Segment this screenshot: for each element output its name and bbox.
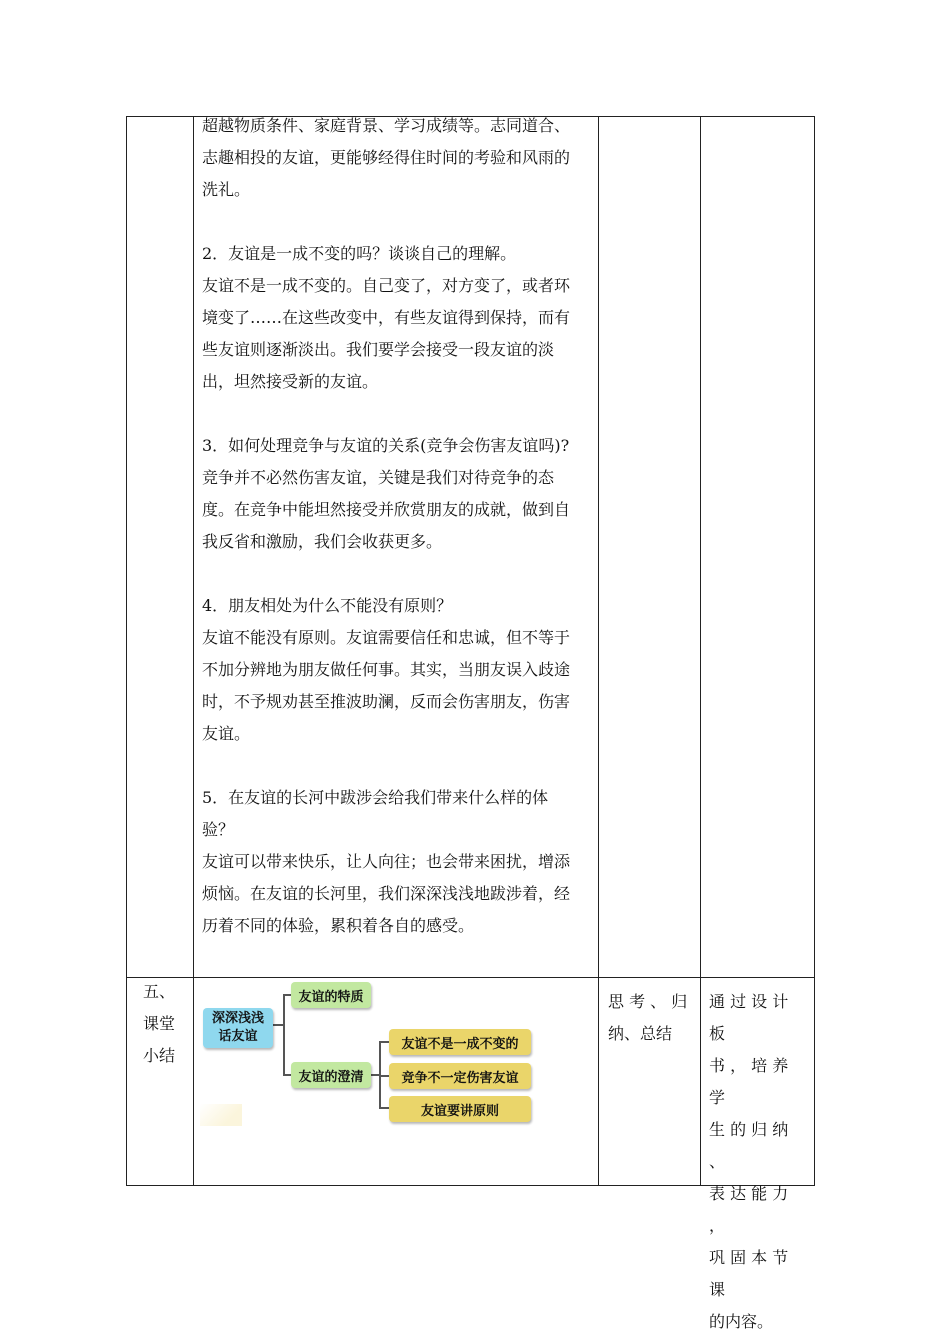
mindmap	[200, 980, 540, 1130]
mindmap-decoration	[200, 1104, 242, 1126]
content-line	[202, 750, 594, 782]
content-line: 友谊不能没有原则。友谊需要信任和忠诚，但不等于	[202, 628, 571, 647]
mindmap-leaf: 竞争不一定伤害友谊	[389, 1063, 531, 1089]
design-intent	[709, 986, 809, 1338]
content-line: 超越物质条件、家庭背景、学习成绩等。志同道合、	[202, 116, 571, 135]
connector	[283, 1074, 291, 1076]
mindmap-branch-traits: 友谊的特质	[291, 982, 371, 1008]
connector	[283, 994, 285, 1076]
content-line: 时，不予规劝甚至推波助澜，反而会伤害朋友，伤害	[202, 692, 571, 711]
content-line: 验？	[202, 820, 235, 839]
content-line: 竞争并不必然伤害友谊，关键是我们对待竞争的态	[202, 468, 555, 487]
content-line: 出，坦然接受新的友谊。	[202, 372, 379, 391]
content-line: 志趣相投的友谊，更能够经得住时间的考验和风雨的	[202, 148, 571, 167]
connector	[379, 1041, 389, 1043]
content-line	[202, 206, 594, 238]
intent-line: 表 达 能 力 ，	[709, 1184, 789, 1235]
activity-line: 思 考 、 归	[608, 992, 688, 1011]
content-line: 友谊。	[202, 724, 251, 743]
content-line	[202, 398, 594, 430]
content-line: 度。在竞争中能坦然接受并欣赏朋友的成就，做到自	[202, 500, 571, 519]
student-activity	[608, 986, 694, 1050]
table-divider-2	[598, 116, 599, 1186]
content-line: 不加分辨地为朋友做任何事。其实，当朋友误入歧途	[202, 660, 571, 679]
content-line	[202, 558, 594, 590]
stage-label-line: 五、	[143, 982, 176, 1001]
connector	[283, 994, 291, 996]
content-line: 历着不同的体验，累积着各自的感受。	[202, 916, 475, 935]
intent-line: 的内容。	[709, 1312, 774, 1331]
table-divider-3	[700, 116, 701, 1186]
mindmap-leaf: 友谊要讲原则	[389, 1096, 531, 1122]
stage-label-line: 课堂	[143, 1014, 176, 1033]
content-line: 友谊不是一成不变的。自己变了，对方变了，或者环	[202, 276, 571, 295]
question-5: 5．在友谊的长河中跋涉会给我们带来什么样的体	[202, 788, 549, 807]
content-line: 我反省和激励，我们会收获更多。	[202, 532, 443, 551]
question-4: 4．朋友相处为什么不能没有原则？	[202, 596, 453, 615]
mindmap-leaf: 友谊不是一成不变的	[389, 1029, 531, 1055]
mindmap-branch-clarify: 友谊的澄清	[291, 1062, 371, 1088]
connector	[379, 1075, 389, 1077]
table-row-divider	[126, 977, 815, 978]
content-line: 洗礼。	[202, 180, 251, 199]
content-line: 烦恼。在友谊的长河里，我们深深浅浅地跋涉着，经	[202, 884, 571, 903]
stage-label	[143, 976, 183, 1072]
intent-line: 书 ， 培 养 学	[709, 1056, 789, 1107]
content-line: 境变了……在这些改变中，有些友谊得到保持，而有	[202, 308, 571, 327]
lesson-content	[202, 110, 594, 942]
table-border-right	[814, 116, 815, 1186]
question-2: 2．友谊是一成不变的吗？谈谈自己的理解。	[202, 244, 517, 263]
table-border-left	[126, 116, 127, 1186]
activity-line: 纳、总结	[608, 1024, 673, 1043]
table-divider-1	[193, 116, 194, 1186]
intent-line: 生 的 归 纳 、	[709, 1120, 789, 1171]
intent-line: 巩 固 本 节 课	[709, 1248, 789, 1299]
stage-label-line: 小结	[143, 1046, 176, 1065]
question-3: 3．如何处理竞争与友谊的关系(竞争会伤害友谊吗)?	[202, 436, 570, 455]
mindmap-root: 深深浅浅 话友谊	[203, 1008, 273, 1048]
connector	[379, 1107, 389, 1109]
content-line: 友谊可以带来快乐，让人向往；也会带来困扰，增添	[202, 852, 571, 871]
content-line: 些友谊则逐渐淡出。我们要学会接受一段友谊的淡	[202, 340, 555, 359]
intent-line: 通 过 设 计 板	[709, 992, 789, 1043]
